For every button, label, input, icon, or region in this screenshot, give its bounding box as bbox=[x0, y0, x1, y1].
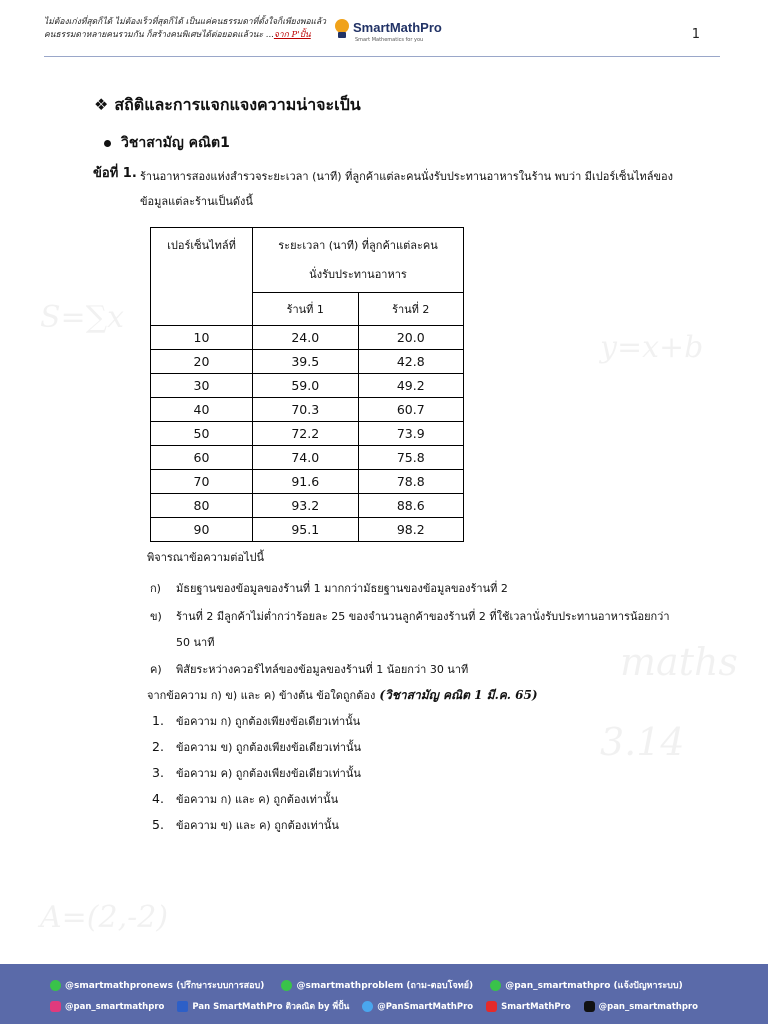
choice-5[interactable]: 5. ข้อความ ข) และ ค) ถูกต้องเท่านั้น bbox=[152, 817, 339, 832]
section-title: ❖ สถิติและการแจกแจงความน่าจะเป็น bbox=[94, 95, 361, 114]
footer-facebook[interactable]: Pan SmartMathPro ติวคณิต by พี่ปั้น bbox=[177, 1002, 349, 1012]
shop-1-cell: 95.1 bbox=[253, 518, 359, 542]
percentile-cell: 60 bbox=[151, 446, 253, 470]
percentile-cell: 70 bbox=[151, 470, 253, 494]
percentile-cell: 30 bbox=[151, 374, 253, 398]
instagram-icon bbox=[50, 1001, 61, 1012]
question-text: ร้านอาหารสองแห่งสำรวจระยะเวลา (นาที) ที่ลูกค้าแต่ละคนนั่งรับประทานอาหารในร้าน พบว่า มีเปอร์เซ็นไทล์ของข้อมูลแต่ละร้านเป็นดังนี้ bbox=[140, 170, 674, 208]
header-shop-1: ร้านที่ 1 bbox=[253, 292, 359, 325]
bullet-icon bbox=[104, 140, 111, 147]
footer-tiktok[interactable]: @pan_smartmathpro bbox=[584, 1002, 698, 1012]
shop-1-cell: 91.6 bbox=[253, 470, 359, 494]
tiktok-icon bbox=[584, 1001, 595, 1012]
line-icon bbox=[50, 980, 61, 991]
shop-1-cell: 72.2 bbox=[253, 422, 359, 446]
footer-instagram[interactable]: @pan_smartmathpro bbox=[50, 1002, 164, 1012]
table-row bbox=[151, 422, 464, 446]
choice-3[interactable]: 3. ข้อความ ค) ถูกต้องเพียงข้อเดียวเท่านั้น bbox=[152, 765, 361, 780]
table-row bbox=[151, 398, 464, 422]
percentile-cell: 40 bbox=[151, 398, 253, 422]
slogan-author: จาก P'ปั้น bbox=[273, 30, 311, 40]
shop-2-cell: 60.7 bbox=[358, 398, 464, 422]
twitter-icon bbox=[362, 1001, 373, 1012]
percentile-cell: 80 bbox=[151, 494, 253, 518]
facebook-icon bbox=[177, 1001, 188, 1012]
line-icon bbox=[281, 980, 292, 991]
footer-line-problem[interactable]: @smartmathproblem (ถาม-ตอบโจทย์) bbox=[281, 981, 473, 991]
question-prompt: จากข้อความ ก) ข) และ ค) ข้างต้น ข้อใดถูกต้อง (วิชาสามัญ คณิต 1 มี.ค. 65) bbox=[147, 688, 538, 702]
slogan-line-1: ไม่ต้องเก่งที่สุดก็ได้ ไม่ต้องเร็วที่สุดก็ได้ เป็นแค่คนธรรมดาที่ตั้งใจก็เพียงพอแล้ว bbox=[44, 17, 327, 27]
footer-bar bbox=[0, 964, 768, 1024]
shop-1-cell: 39.5 bbox=[253, 350, 359, 374]
footer-line-news[interactable]: @smartmathpronews (ปรึกษาระบบการสอบ) bbox=[50, 981, 264, 991]
statement-b: ข) ร้านที่ 2 มีลูกค้าไม่ต่ำกว่าร้อยละ 25 ของจำนวนลูกค้าของร้านที่ 2 ที่ใช้เวลานั่งรับประทานอาหารน้อยกว่า bbox=[150, 610, 670, 623]
slogan-line-2: คนธรรมดาหลายคนรวมกัน ก็สร้างคนพิเศษได้ต่อยอดแล้วนะ ...จาก P'ปั้น bbox=[44, 30, 311, 40]
shop-2-cell: 88.6 bbox=[358, 494, 464, 518]
statement-a: ก) มัธยฐานของข้อมูลของร้านที่ 1 มากกว่ามัธยฐานของข้อมูลของร้านที่ 2 bbox=[150, 582, 508, 595]
background-watermark: S=∑x bbox=[40, 300, 125, 335]
four-diamond-icon: ❖ bbox=[94, 95, 109, 114]
shop-2-cell: 78.8 bbox=[358, 470, 464, 494]
header-divider bbox=[44, 56, 720, 57]
statement-b-continuation: 50 นาที bbox=[176, 636, 215, 649]
header-slogan bbox=[44, 16, 329, 42]
background-watermark: A=(2,-2) bbox=[40, 900, 169, 935]
shop-1-cell: 24.0 bbox=[253, 326, 359, 350]
table-row bbox=[151, 470, 464, 494]
header-shop-2: ร้านที่ 2 bbox=[358, 292, 464, 325]
choice-1[interactable]: 1. ข้อความ ก) ถูกต้องเพียงข้อเดียวเท่านั้น bbox=[152, 713, 361, 728]
smartmathpro-logo bbox=[333, 16, 443, 46]
header-duration: ระยะเวลา (นาที) ที่ลูกค้าแต่ละคน นั่งรับประทานอาหาร bbox=[253, 228, 464, 293]
shop-1-cell: 93.2 bbox=[253, 494, 359, 518]
background-watermark: maths bbox=[620, 640, 738, 684]
shop-1-cell: 59.0 bbox=[253, 374, 359, 398]
percentile-cell: 90 bbox=[151, 518, 253, 542]
logo-subtitle: Smart Mathematics for you bbox=[355, 37, 424, 43]
footer-twitter[interactable]: @PanSmartMathPro bbox=[362, 1002, 473, 1012]
choice-2[interactable]: 2. ข้อความ ข) ถูกต้องเพียงข้อเดียวเท่านั้น bbox=[152, 739, 362, 754]
shop-1-cell: 74.0 bbox=[253, 446, 359, 470]
table-row bbox=[151, 374, 464, 398]
percentile-cell: 20 bbox=[151, 350, 253, 374]
footer-row-social bbox=[50, 999, 758, 1013]
footer-youtube[interactable]: SmartMathPro bbox=[486, 1002, 571, 1012]
logo-text: SmartMathPro bbox=[353, 20, 442, 35]
table-row bbox=[151, 518, 464, 542]
subject-heading: วิชาสามัญ คณิต1 bbox=[104, 132, 230, 154]
statement-c: ค) พิสัยระหว่างควอร์ไทล์ของข้อมูลของร้านที่ 1 น้อยกว่า 30 นาที bbox=[150, 663, 469, 676]
percentile-cell: 10 bbox=[151, 326, 253, 350]
footer-row-contacts bbox=[50, 978, 758, 992]
shop-1-cell: 70.3 bbox=[253, 398, 359, 422]
header-percentile: เปอร์เซ็นไทล์ที่ bbox=[151, 228, 253, 326]
shop-2-cell: 42.8 bbox=[358, 350, 464, 374]
consider-heading: พิจารณาข้อความต่อไปนี้ bbox=[147, 551, 265, 564]
table-row bbox=[151, 326, 464, 350]
table-row bbox=[151, 446, 464, 470]
line-icon bbox=[490, 980, 501, 991]
question-label: ข้อที่ 1. bbox=[93, 166, 137, 181]
shop-2-cell: 20.0 bbox=[358, 326, 464, 350]
youtube-icon bbox=[486, 1001, 497, 1012]
background-watermark: 3.14 bbox=[600, 720, 685, 764]
shop-2-cell: 49.2 bbox=[358, 374, 464, 398]
shop-2-cell: 98.2 bbox=[358, 518, 464, 542]
background-watermark: y=x+b bbox=[600, 330, 704, 365]
shop-2-cell: 73.9 bbox=[358, 422, 464, 446]
footer-line-support[interactable]: @pan_smartmathpro (แจ้งปัญหาระบบ) bbox=[490, 981, 683, 991]
choice-4[interactable]: 4. ข้อความ ก) และ ค) ถูกต้องเท่านั้น bbox=[152, 791, 339, 806]
logo-mark-icon bbox=[333, 18, 351, 40]
table-row bbox=[151, 350, 464, 374]
percentile-cell: 50 bbox=[151, 422, 253, 446]
table-row bbox=[151, 494, 464, 518]
page-number: 1 bbox=[691, 27, 700, 42]
exam-source: (วิชาสามัญ คณิต 1 มี.ค. 65) bbox=[379, 688, 538, 702]
shop-2-cell: 75.8 bbox=[358, 446, 464, 470]
percentile-table bbox=[150, 227, 464, 542]
